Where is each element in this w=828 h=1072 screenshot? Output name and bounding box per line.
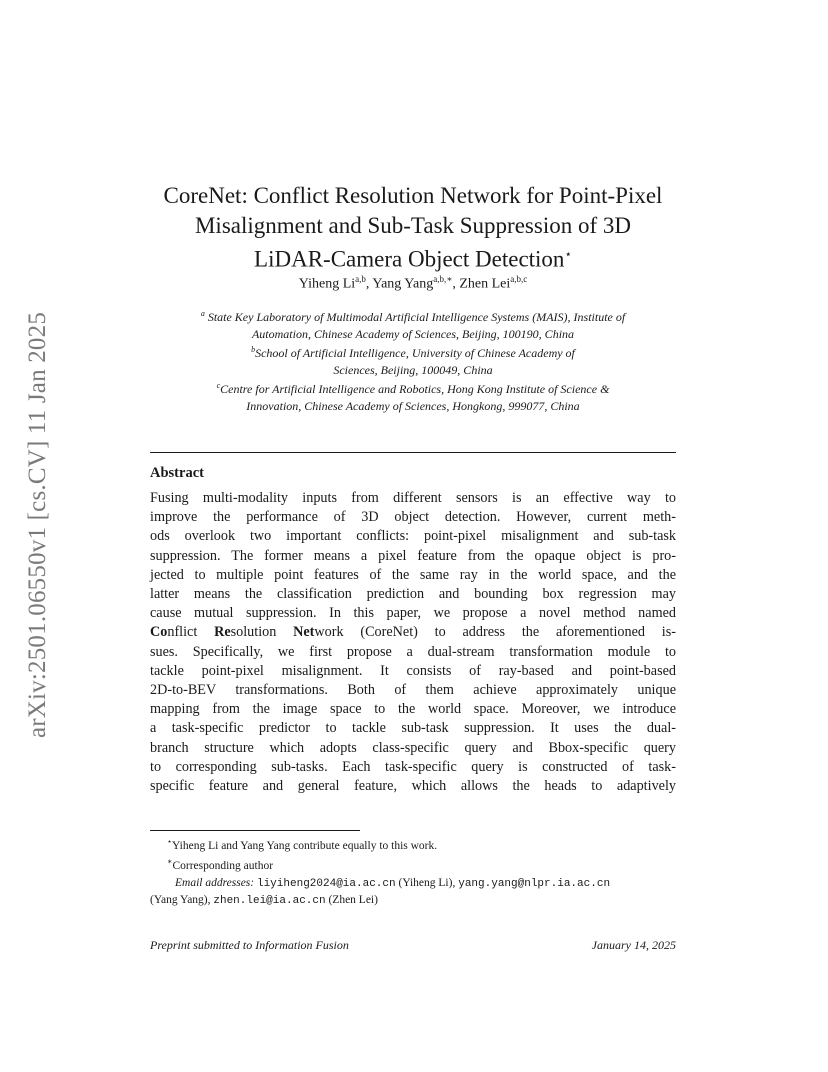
- footer-journal: Preprint submitted to Information Fusion: [150, 938, 349, 952]
- paper-title: CoreNet: Conflict Resolution Network for Point-Pixel Misalignment and Sub-Task Suppression of 3D LiDAR-Camera Object Detection⋆: [163, 183, 663, 273]
- email-link[interactable]: yang.yang@nlpr.ia.ac.cn: [458, 877, 611, 890]
- abstract-line: cause mutual suppression. In this paper, we propose a novel method named: [150, 605, 676, 622]
- affiliation-line: Automation, Chinese Academy of Sciences, Beijing, 100190, China: [251, 326, 575, 341]
- abstract-line: improve the performance of 3D object detection. However, current meth-: [150, 509, 676, 526]
- affiliation-line: Innovation, Chinese Academy of Sciences, Hongkong, 999077, China: [246, 398, 580, 413]
- email-link[interactable]: liyiheng2024@ia.ac.cn: [256, 877, 396, 890]
- footnote-emails: Email addresses: liyiheng2024@ia.ac.cn (Yiheng Li), yang.yang@nlpr.ia.ac.cn: [175, 876, 611, 890]
- abstract-line: suppression. The former means a pixel feature from the opaque object is pro-: [150, 547, 676, 564]
- abstract-line: 2D-to-BEV transformations. Both of them achieve approximately unique: [150, 682, 676, 699]
- abstract-line: branch structure which adopts class-specific query and Bbox-specific query: [150, 739, 676, 756]
- abstract-line: Fusing multi-modality inputs from different sensors is an effective way to: [150, 490, 676, 506]
- footer-date: January 14, 2025: [591, 938, 676, 952]
- footnote-emails-cont: (Yang Yang), zhen.lei@ia.ac.cn (Zhen Lei): [150, 894, 378, 908]
- affiliation-line: Sciences, Beijing, 100049, China: [333, 362, 493, 377]
- abstract-line: specific feature and general feature, which allows the heads to adaptively: [150, 778, 676, 795]
- author-name: Zhen Lei: [459, 276, 511, 292]
- abstract-line: to corresponding sub-tasks. Each task-specific query is constructed of task-: [150, 758, 676, 775]
- abstract-line: tackle point-pixel misalignment. It consists of ray-based and point-based: [150, 662, 676, 679]
- arxiv-stamp-text: arXiv:2501.06550v1 [cs.CV] 11 Jan 2025: [24, 311, 51, 739]
- affiliation-line: $^c$Centre for Artificial Intelligence and Robotics, Hong Kong Institute of Science &: [216, 381, 610, 397]
- abstract-line: mapping from the image space to the world space. Moreover, we introduce: [150, 701, 676, 718]
- footnotes: [150, 834, 676, 910]
- footnote-equal-contribution: ⋆Yiheng Li and Yang Yang contribute equally to this work.: [167, 837, 438, 852]
- abstract-line: a task-specific predictor to tackle sub-task suppression. It uses the dual-: [150, 720, 676, 737]
- author-name: Yang Yang: [372, 276, 434, 292]
- affiliation-line: $^a$ State Key Laboratory of Multimodal Artificial Intelligence Systems (MAIS), Institute of: [200, 309, 626, 324]
- affiliations: [150, 306, 676, 415]
- footnote-rule: [150, 830, 360, 831]
- footnote-corresponding: ∗Corresponding author: [167, 857, 274, 873]
- email-link[interactable]: zhen.lei@ia.ac.cn: [213, 895, 326, 908]
- abstract-line: latter means the classification prediction and bounding box regression may: [150, 586, 676, 603]
- abstract-top-rule: [150, 452, 676, 453]
- abstract-line: jected to multiple point features of the same ray in the world space, and the: [150, 566, 676, 583]
- arxiv-stamp: [18, 290, 58, 760]
- affiliation-line: $^b$School of Artificial Intelligence, University of Chinese Academy of: [251, 345, 575, 361]
- abstract-line: ods overlook two important conflicts: point-pixel misalignment and sub-task: [150, 528, 676, 545]
- author-name: Yiheng Li: [298, 276, 356, 292]
- abstract-line: sues. Specifically, we first propose a dual-stream transformation module to: [150, 643, 676, 660]
- abstract-body: [150, 489, 676, 796]
- author-list: Yiheng Li$^{a,b}$, Yang Yang$^{a,b,∗}$, Zhen Lei$^{a,b,c}$: [298, 274, 528, 292]
- abstract-line-corenet: Conflict Resolution Network (CoreNet) to address the aforementioned is-: [150, 624, 676, 641]
- abstract-heading: Abstract: [150, 465, 204, 481]
- page-footer: [150, 938, 676, 953]
